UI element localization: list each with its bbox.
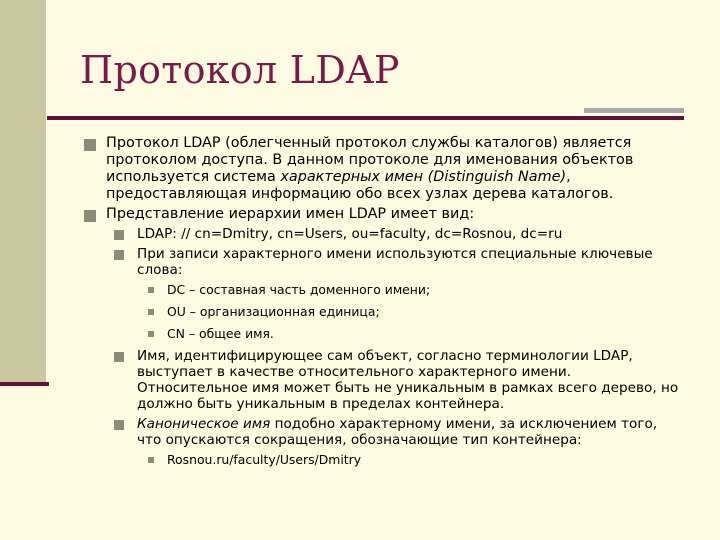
italic-term: характерных имен (Distinguish Name) xyxy=(280,169,567,185)
bullet-square-icon xyxy=(114,420,124,430)
bullet-ou: OU – организационная единица; xyxy=(148,304,684,319)
bullet-canonical-name: Каноническое имя подобно характерному имени, за исключением того, что опускаются сокращения, обозначающие тип контейнера: xyxy=(114,416,684,448)
bullet-square-icon xyxy=(148,331,154,337)
bullet-ldap-definition: Протокол LDAP (облегченный протокол службы каталогов) является протоколом доступа. В данном протоколе для именования объектов используется система характерных имен (Distinguish Name), предоставляющая информацию обо всех узлах дерева каталогов. xyxy=(84,135,684,203)
bullet-square-icon xyxy=(114,230,124,240)
bullet-ldap-example: LDAP: // cn=Dmitry, cn=Users, ou=faculty, dc=Rosnou, dc=ru xyxy=(114,226,684,242)
bullet-square-icon xyxy=(84,210,96,222)
title-accent-bar xyxy=(584,108,684,113)
title-rule xyxy=(47,116,684,120)
bullet-dc: DC – составная часть доменного имени; xyxy=(148,282,684,297)
bullet-relative-name: Имя, идентифицирующее сам объект, согласно терминологии LDAP, выступает в качестве относительного характерного имени. Относительное имя может быть не уникальным в рамках всего дерево, но должно быть уникальным в пределах контейнера. xyxy=(114,348,684,412)
bullet-square-icon xyxy=(148,457,154,463)
bullet-square-icon xyxy=(148,309,154,315)
bullet-hierarchy: Представление иерархии имен LDAP имеет вид: xyxy=(84,206,684,223)
slide-body xyxy=(84,135,684,474)
slide-title: Протокол LDAP xyxy=(80,48,400,92)
bullet-cn: CN – общее имя. xyxy=(148,326,684,341)
italic-term: Каноническое имя xyxy=(137,416,271,432)
bullet-keywords: При записи характерного имени используются специальные ключевые слова: xyxy=(114,246,684,278)
left-sidebar-rule xyxy=(0,382,49,386)
left-sidebar-band xyxy=(0,0,46,383)
bullet-canonical-example: Rosnou.ru/faculty/Users/Dmitry xyxy=(148,452,684,467)
bullet-square-icon xyxy=(84,139,96,151)
bullet-square-icon xyxy=(114,250,124,260)
bullet-square-icon xyxy=(148,287,154,293)
bullet-square-icon xyxy=(114,352,124,362)
